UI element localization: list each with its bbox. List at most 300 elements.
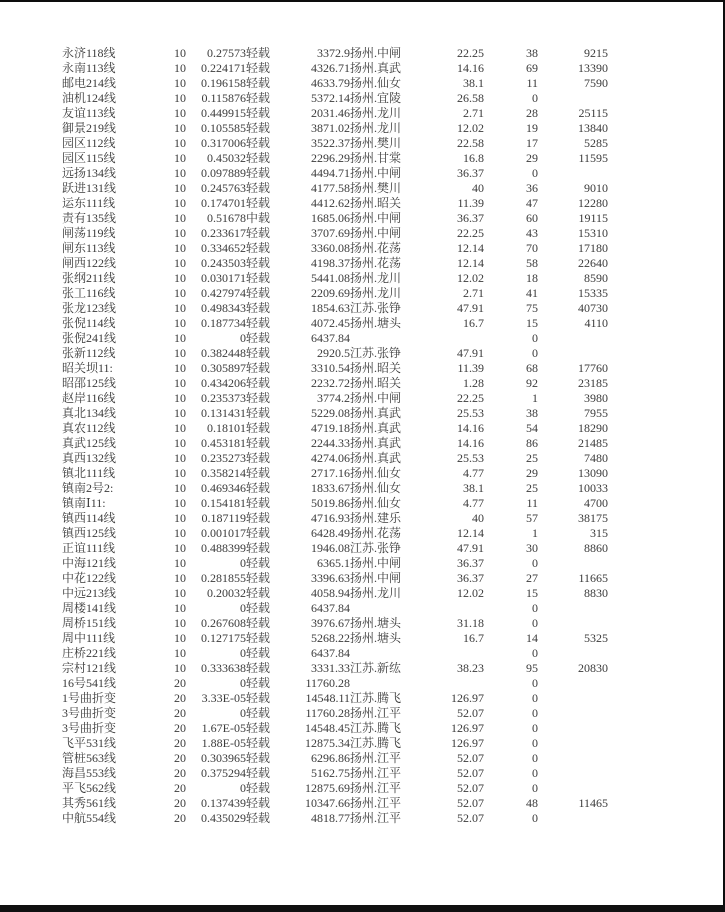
- cell-station-pct: 12.14: [457, 526, 484, 540]
- cell-line-name: 张纲211线: [62, 271, 116, 285]
- cell-voltage-kv: 10: [174, 46, 186, 60]
- cell-station: 江苏.张铮: [350, 541, 402, 555]
- cell-load-state: 轻载: [246, 166, 271, 180]
- cell-capacity-value: 4072.45: [311, 316, 350, 330]
- cell-count: 0: [532, 751, 538, 765]
- cell-voltage-kv: 10: [174, 571, 186, 585]
- table-row: [62, 706, 608, 721]
- cell-line-name: 闸东113线: [62, 241, 116, 255]
- cell-voltage-kv: 10: [174, 61, 186, 75]
- cell-line-name: 运东111线: [62, 196, 116, 210]
- cell-voltage-kv: 20: [174, 736, 186, 750]
- cell-capacity-value: 4716.93: [311, 511, 350, 525]
- cell-line-name: 镇西125线: [62, 526, 117, 540]
- cell-load-rate: 0: [240, 676, 246, 690]
- cell-station: 扬州.花荡: [350, 256, 402, 270]
- cell-voltage-kv: 10: [174, 631, 186, 645]
- cell-station: 扬州.塘头: [350, 631, 402, 645]
- cell-load-state: 轻载: [246, 196, 271, 210]
- cell-load-rate: 0.427974: [201, 286, 246, 300]
- cell-load-rate: 0.097889: [201, 166, 246, 180]
- cell-count: 0: [532, 331, 538, 345]
- report-table: [62, 46, 608, 826]
- cell-amount: 4700: [584, 496, 608, 510]
- cell-voltage-kv: 10: [174, 511, 186, 525]
- cell-line-name: 张倪241线: [62, 331, 117, 345]
- table-row: [62, 541, 608, 556]
- cell-load-state: 轻载: [246, 811, 271, 825]
- cell-station-pct: 14.16: [457, 436, 484, 450]
- cell-amount: 8590: [584, 271, 608, 285]
- cell-count: 25: [526, 481, 538, 495]
- cell-station: [350, 646, 440, 661]
- table-row: [62, 676, 608, 691]
- cell-capacity-value: 4494.71: [311, 166, 350, 180]
- cell-load-state: 轻载: [246, 571, 271, 585]
- cell-station: 江苏.新纮: [350, 661, 402, 675]
- cell-load-state: 轻载: [246, 376, 271, 390]
- cell-load-state: 中载: [246, 211, 271, 225]
- cell-line-name: 1号曲折变: [62, 691, 117, 705]
- cell-station: 扬州.仙女: [350, 466, 402, 480]
- table-row: [62, 361, 608, 376]
- cell-line-name: 跃进131线: [62, 181, 117, 195]
- table-row: [62, 391, 608, 406]
- table-row: [62, 571, 608, 586]
- cell-load-rate: 0.001017: [201, 526, 246, 540]
- table-row: [62, 376, 608, 391]
- cell-capacity-value: 2244.33: [311, 436, 350, 450]
- cell-capacity-value: 5019.86: [311, 496, 350, 510]
- cell-count: 25: [526, 451, 538, 465]
- cell-load-state: 轻载: [246, 706, 271, 720]
- cell-load-state: 轻载: [246, 181, 271, 195]
- cell-station: [350, 601, 440, 616]
- cell-station-pct: 11.39: [457, 361, 484, 375]
- cell-amount: [538, 811, 608, 826]
- cell-voltage-kv: 10: [174, 601, 186, 615]
- cell-station: 扬州.龙川: [350, 271, 402, 285]
- cell-amount: 9010: [584, 181, 608, 195]
- cell-load-rate: 0.435029: [201, 811, 246, 825]
- cell-count: 0: [532, 556, 538, 570]
- cell-amount: [538, 616, 608, 631]
- cell-station: 扬州.江平: [350, 766, 402, 780]
- table-row: [62, 511, 608, 526]
- cell-line-name: 镇南Ⅰ11:: [62, 496, 106, 510]
- table-row: [62, 796, 608, 811]
- cell-count: 0: [532, 736, 538, 750]
- cell-capacity-value: 2232.72: [311, 376, 350, 390]
- cell-load-rate: 0.224171: [201, 61, 246, 75]
- cell-load-state: 轻载: [246, 601, 271, 615]
- table-row: [62, 181, 608, 196]
- cell-load-state: 轻载: [246, 781, 271, 795]
- cell-count: 95: [526, 661, 538, 675]
- cell-station-pct: 126.97: [451, 691, 484, 705]
- cell-capacity-value: 14548.45: [305, 721, 350, 735]
- cell-capacity-value: 3871.02: [311, 121, 350, 135]
- cell-line-name: 闸西122线: [62, 256, 117, 270]
- table-row: [62, 76, 608, 91]
- cell-load-state: 轻载: [246, 496, 271, 510]
- cell-station-pct: 2.71: [463, 286, 484, 300]
- cell-capacity-value: 4633.79: [311, 76, 350, 90]
- cell-amount: 22640: [578, 256, 608, 270]
- cell-count: 48: [526, 796, 538, 810]
- table-row: [62, 631, 608, 646]
- cell-voltage-kv: 10: [174, 496, 186, 510]
- cell-count: 92: [526, 376, 538, 390]
- cell-amount: 25115: [578, 106, 608, 120]
- cell-load-state: 轻载: [246, 661, 271, 675]
- cell-load-rate: 0.137439: [201, 796, 246, 810]
- cell-load-rate: 0.20032: [207, 586, 246, 600]
- table-row: [62, 301, 608, 316]
- cell-station-pct: 36.37: [457, 211, 484, 225]
- cell-amount: [538, 91, 608, 106]
- table-row: [62, 91, 608, 106]
- cell-station-pct: 25.53: [457, 406, 484, 420]
- cell-load-state: 轻载: [246, 676, 271, 690]
- cell-load-state: 轻载: [246, 271, 271, 285]
- cell-load-state: 轻载: [246, 106, 271, 120]
- cell-count: 86: [526, 436, 538, 450]
- cell-load-rate: 0.18101: [207, 421, 246, 435]
- cell-station-pct: 52.07: [457, 781, 484, 795]
- cell-amount: 12280: [578, 196, 608, 210]
- cell-count: 28: [526, 106, 538, 120]
- cell-line-name: 中花122线: [62, 571, 117, 585]
- cell-capacity-value: 12875.69: [305, 781, 350, 795]
- cell-line-name: 3号曲折变: [62, 721, 117, 735]
- cell-capacity-value: 3360.08: [311, 241, 350, 255]
- cell-station: 扬州.樊川: [350, 136, 402, 150]
- cell-station-pct: 12.14: [457, 256, 484, 270]
- cell-station-pct: 12.02: [457, 586, 484, 600]
- cell-amount: [538, 331, 608, 346]
- cell-capacity-value: 5162.75: [311, 766, 350, 780]
- cell-line-name: 海昌553线: [62, 766, 117, 780]
- cell-amount: 5325: [584, 631, 608, 645]
- cell-station: 扬州.昭关: [350, 361, 402, 375]
- cell-station-pct: 16.7: [463, 316, 484, 330]
- cell-station-pct: 16.7: [463, 631, 484, 645]
- cell-count: 18: [526, 271, 538, 285]
- cell-load-state: 轻载: [246, 61, 271, 75]
- cell-capacity-value: 12875.34: [305, 736, 350, 750]
- cell-load-state: 轻载: [246, 526, 271, 540]
- cell-line-name: 管桩563线: [62, 751, 117, 765]
- cell-capacity-value: 6437.84: [311, 331, 350, 345]
- cell-load-state: 轻载: [246, 346, 271, 360]
- cell-station: 扬州.江平: [350, 706, 402, 720]
- cell-line-name: 真北134线: [62, 406, 117, 420]
- table-row: [62, 406, 608, 421]
- cell-voltage-kv: 20: [174, 706, 186, 720]
- table-row: [62, 151, 608, 166]
- cell-station: 扬州.龙川: [350, 121, 402, 135]
- cell-load-rate: 0: [240, 706, 246, 720]
- cell-load-rate: 0.174701: [201, 196, 246, 210]
- cell-station: 扬州.中闸: [350, 571, 402, 585]
- table-row: [62, 211, 608, 226]
- cell-amount: 19115: [578, 211, 608, 225]
- cell-load-rate: 0: [240, 331, 246, 345]
- cell-line-name: 张新112线: [62, 346, 116, 360]
- cell-station-pct: 52.07: [457, 811, 484, 825]
- cell-station-pct: 52.07: [457, 766, 484, 780]
- cell-station-pct: [440, 331, 484, 346]
- cell-line-name: 3号曲折变: [62, 706, 117, 720]
- cell-load-state: 轻载: [246, 121, 271, 135]
- cell-count: 0: [532, 811, 538, 825]
- cell-station: 扬州.塘头: [350, 316, 402, 330]
- cell-line-name: 御景219线: [62, 121, 117, 135]
- cell-capacity-value: 10347.66: [305, 796, 350, 810]
- cell-amount: [538, 766, 608, 781]
- cell-load-rate: 0.317006: [201, 136, 246, 150]
- cell-voltage-kv: 10: [174, 226, 186, 240]
- cell-count: 38: [526, 46, 538, 60]
- cell-voltage-kv: 10: [174, 361, 186, 375]
- cell-station: 扬州.宜陵: [350, 91, 402, 105]
- cell-voltage-kv: 10: [174, 376, 186, 390]
- cell-amount: 9215: [584, 46, 608, 60]
- cell-amount: 15310: [578, 226, 608, 240]
- cell-voltage-kv: 10: [174, 526, 186, 540]
- cell-amount: [538, 166, 608, 181]
- cell-voltage-kv: 20: [174, 766, 186, 780]
- cell-load-rate: 1.67E-05: [201, 721, 246, 735]
- cell-load-rate: 0.245763: [201, 181, 246, 195]
- cell-capacity-value: 4719.18: [311, 421, 350, 435]
- cell-capacity-value: 3522.37: [311, 136, 350, 150]
- cell-load-rate: 0.434206: [201, 376, 246, 390]
- cell-capacity-value: 4058.94: [311, 586, 350, 600]
- cell-load-state: 轻载: [246, 46, 271, 60]
- cell-count: 0: [532, 706, 538, 720]
- cell-load-rate: 0.105585: [201, 121, 246, 135]
- cell-count: 0: [532, 616, 538, 630]
- cell-station-pct: 47.91: [457, 541, 484, 555]
- cell-capacity-value: 4326.71: [311, 61, 350, 75]
- cell-count: 60: [526, 211, 538, 225]
- cell-station-pct: 11.39: [457, 196, 484, 210]
- table-row: [62, 556, 608, 571]
- cell-count: 0: [532, 781, 538, 795]
- cell-line-name: 闸荡119线: [62, 226, 116, 240]
- cell-voltage-kv: 10: [174, 151, 186, 165]
- cell-line-name: 中海121线: [62, 556, 117, 570]
- cell-station-pct: 38.23: [457, 661, 484, 675]
- cell-capacity-value: 1685.06: [311, 211, 350, 225]
- cell-amount: 11465: [578, 796, 608, 810]
- cell-load-rate: 0.187734: [201, 316, 246, 330]
- cell-line-name: 油机124线: [62, 91, 117, 105]
- cell-load-rate: 0: [240, 601, 246, 615]
- cell-count: 15: [526, 316, 538, 330]
- cell-amount: 11665: [578, 571, 608, 585]
- table-row: [62, 166, 608, 181]
- cell-station: 扬州.仙女: [350, 496, 402, 510]
- cell-load-rate: 0.375294: [201, 766, 246, 780]
- cell-capacity-value: 3396.63: [311, 571, 350, 585]
- cell-station: 扬州.真武: [350, 421, 402, 435]
- cell-station: 扬州.龙川: [350, 586, 402, 600]
- cell-voltage-kv: 10: [174, 121, 186, 135]
- cell-line-name: 16号541线: [62, 676, 117, 690]
- cell-amount: 11595: [578, 151, 608, 165]
- cell-load-rate: 0.45032: [207, 151, 246, 165]
- cell-load-rate: 0.131431: [201, 406, 246, 420]
- cell-count: 11: [526, 76, 538, 90]
- cell-voltage-kv: 10: [174, 481, 186, 495]
- cell-load-state: 轻载: [246, 736, 271, 750]
- cell-load-rate: 0.243503: [201, 256, 246, 270]
- cell-load-state: 轻载: [246, 766, 271, 780]
- cell-amount: 15335: [578, 286, 608, 300]
- cell-count: 43: [526, 226, 538, 240]
- cell-load-state: 轻载: [246, 616, 271, 630]
- cell-capacity-value: 5441.08: [311, 271, 350, 285]
- cell-load-state: 轻载: [246, 631, 271, 645]
- cell-load-state: 轻载: [246, 511, 271, 525]
- cell-capacity-value: 3310.54: [311, 361, 350, 375]
- cell-amount: [538, 601, 608, 616]
- cell-capacity-value: 6437.84: [311, 601, 350, 615]
- cell-line-name: 园区115线: [62, 151, 116, 165]
- cell-voltage-kv: 20: [174, 781, 186, 795]
- table-row: [62, 526, 608, 541]
- cell-voltage-kv: 10: [174, 91, 186, 105]
- cell-line-name: 赵岸116线: [62, 391, 116, 405]
- cell-voltage-kv: 10: [174, 421, 186, 435]
- cell-capacity-value: 3976.67: [311, 616, 350, 630]
- cell-load-rate: 0.196158: [201, 76, 246, 90]
- cell-load-rate: 0.358214: [201, 466, 246, 480]
- table-row: [62, 646, 608, 661]
- cell-count: 14: [526, 631, 538, 645]
- table-row: [62, 721, 608, 736]
- cell-station: [350, 331, 440, 346]
- cell-line-name: 张龙123线: [62, 301, 117, 315]
- cell-voltage-kv: 10: [174, 271, 186, 285]
- cell-line-name: 真农112线: [62, 421, 116, 435]
- cell-line-name: 周楼141线: [62, 601, 117, 615]
- cell-load-rate: 0.498343: [201, 301, 246, 315]
- table-row: [62, 226, 608, 241]
- cell-amount: 10033: [578, 481, 608, 495]
- cell-capacity-value: 2920.5: [317, 346, 350, 360]
- table-row: [62, 661, 608, 676]
- cell-load-state: 轻载: [246, 226, 271, 240]
- table-row: [62, 616, 608, 631]
- table-row: [62, 241, 608, 256]
- cell-amount: [538, 706, 608, 721]
- cell-load-rate: 0.488399: [201, 541, 246, 555]
- cell-amount: 17760: [578, 361, 608, 375]
- cell-station-pct: 52.07: [457, 706, 484, 720]
- cell-count: 30: [526, 541, 538, 555]
- cell-capacity-value: 2031.46: [311, 106, 350, 120]
- cell-amount: 3980: [584, 391, 608, 405]
- cell-load-state: 轻载: [246, 136, 271, 150]
- cell-load-state: 轻载: [246, 421, 271, 435]
- cell-load-state: 轻载: [246, 751, 271, 765]
- cell-voltage-kv: 10: [174, 436, 186, 450]
- cell-voltage-kv: 10: [174, 301, 186, 315]
- cell-load-state: 轻载: [246, 241, 271, 255]
- cell-capacity-value: 4412.62: [311, 196, 350, 210]
- table-row: [62, 811, 608, 826]
- cell-station-pct: 40: [472, 511, 484, 525]
- cell-station-pct: [440, 676, 484, 691]
- cell-load-rate: 0.127175: [201, 631, 246, 645]
- cell-line-name: 镇南2号2:: [62, 481, 114, 495]
- table-row: [62, 691, 608, 706]
- cell-station: 扬州.仙女: [350, 76, 402, 90]
- cell-voltage-kv: 10: [174, 541, 186, 555]
- cell-capacity-value: 1854.63: [311, 301, 350, 315]
- cell-line-name: 远扬134线: [62, 166, 117, 180]
- page-bottom-bar: [0, 905, 725, 912]
- cell-amount: [538, 781, 608, 796]
- cell-amount: [538, 751, 608, 766]
- cell-station: 扬州.昭关: [350, 376, 402, 390]
- table-row: [62, 46, 608, 61]
- cell-station-pct: 52.07: [457, 796, 484, 810]
- cell-station: 江苏.张铮: [350, 346, 402, 360]
- cell-amount: 13090: [578, 466, 608, 480]
- cell-count: 57: [526, 511, 538, 525]
- cell-count: 0: [532, 676, 538, 690]
- cell-station-pct: 47.91: [457, 301, 484, 315]
- cell-load-state: 轻载: [246, 406, 271, 420]
- table-row: [62, 496, 608, 511]
- cell-station-pct: 12.02: [457, 121, 484, 135]
- cell-capacity-value: 4198.37: [311, 256, 350, 270]
- cell-load-state: 轻载: [246, 646, 271, 660]
- cell-count: 75: [526, 301, 538, 315]
- cell-load-state: 轻载: [246, 76, 271, 90]
- cell-count: 0: [532, 91, 538, 105]
- cell-load-state: 轻载: [246, 721, 271, 735]
- cell-line-name: 正谊111线: [62, 541, 116, 555]
- cell-voltage-kv: 10: [174, 586, 186, 600]
- cell-load-rate: 0.267608: [201, 616, 246, 630]
- cell-amount: [538, 691, 608, 706]
- cell-capacity-value: 4274.06: [311, 451, 350, 465]
- cell-voltage-kv: 10: [174, 466, 186, 480]
- cell-amount: 13840: [578, 121, 608, 135]
- cell-load-state: 轻载: [246, 436, 271, 450]
- cell-count: 58: [526, 256, 538, 270]
- cell-station-pct: 126.97: [451, 721, 484, 735]
- cell-amount: 8860: [584, 541, 608, 555]
- cell-amount: 38175: [578, 511, 608, 525]
- cell-line-name: 永南113线: [62, 61, 116, 75]
- cell-capacity-value: 14548.11: [305, 691, 350, 705]
- cell-count: 27: [526, 571, 538, 585]
- cell-station: 扬州.中闸: [350, 556, 402, 570]
- cell-voltage-kv: 10: [174, 661, 186, 675]
- table-row: [62, 271, 608, 286]
- cell-station-pct: 2.71: [463, 106, 484, 120]
- cell-station: 扬州.龙川: [350, 286, 402, 300]
- cell-line-name: 友谊113线: [62, 106, 116, 120]
- cell-station: 扬州.中闸: [350, 46, 402, 60]
